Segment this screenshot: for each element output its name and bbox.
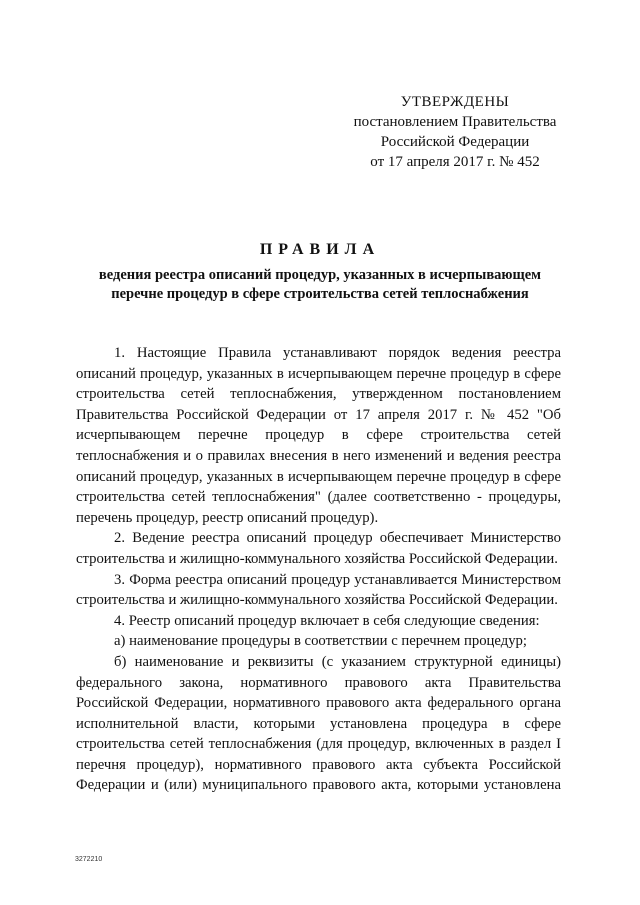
document-title: ПРАВИЛА: [259, 241, 381, 258]
document-subtitle: [80, 266, 560, 304]
subtitle-line: перечне процедур в сфере строительства сетей теплоснабжения: [111, 286, 529, 302]
subtitle-line: ведения реестра описаний процедур, указанных в исчерпывающем: [98, 267, 542, 283]
paragraph-3: 3. Форма реестра описаний процедур устанавливается Министерством строительства и жилищно-коммунального хозяйства Российской Федерации.: [76, 571, 561, 609]
paragraph-4b: б) наименование и реквизиты (с указанием структурной единицы) федерального закона, нормативного правового акта Правительства Российской Федерации, нормативного правового акта федерального органа исполнительной власти, которыми установлена процедура в сфере строительства сетей теплоснабжения (для процедур, включенных в раздел I перечня процедур), нормативного правового акта субъекта Российской Федерации и (или) муниципального правового акта, которыми установлена: [76, 653, 561, 794]
document-number: 3272210: [75, 856, 103, 863]
paragraph-2: 2. Ведение реестра описаний процедур обеспечивает Министерство строительства и жилищно-коммунального хозяйства Российской Федерации.: [76, 530, 561, 567]
paragraph-1: 1. Настоящие Правила устанавливают порядок ведения реестра описаний процедур, указанных в исчерпывающем перечне процедур в сфере строительства сетей теплоснабжения, утвержденном постановлением Правительства Российской Федерации от 17 апреля 2017 г. № 452 "Об исчерпывающем перечне процедур в сфере строительства сетей теплоснабжения и о правилах внесения в него изменений и ведения реестра описаний процедур, указанных в исчерпывающем перечне процедур в сфере строительства сетей теплоснабжения" (далее соответственно - процедуры, перечень процедур, реестр описаний процедур).: [76, 345, 561, 526]
approval-heading: УТВЕРЖДЕНЫ: [400, 94, 510, 110]
paragraph-4: 4. Реестр описаний процедур включает в себя следующие сведения:: [114, 612, 540, 629]
document-body: [76, 343, 561, 796]
approval-date-number: от 17 апреля 2017 г. № 452: [370, 154, 540, 170]
approval-line: Российской Федерации: [380, 134, 530, 150]
approval-line: постановлением Правительства: [353, 114, 557, 130]
approval-stamp: [340, 92, 570, 172]
paragraph-4a: а) наименование процедуры в соответствии с перечнем процедур;: [114, 633, 527, 650]
